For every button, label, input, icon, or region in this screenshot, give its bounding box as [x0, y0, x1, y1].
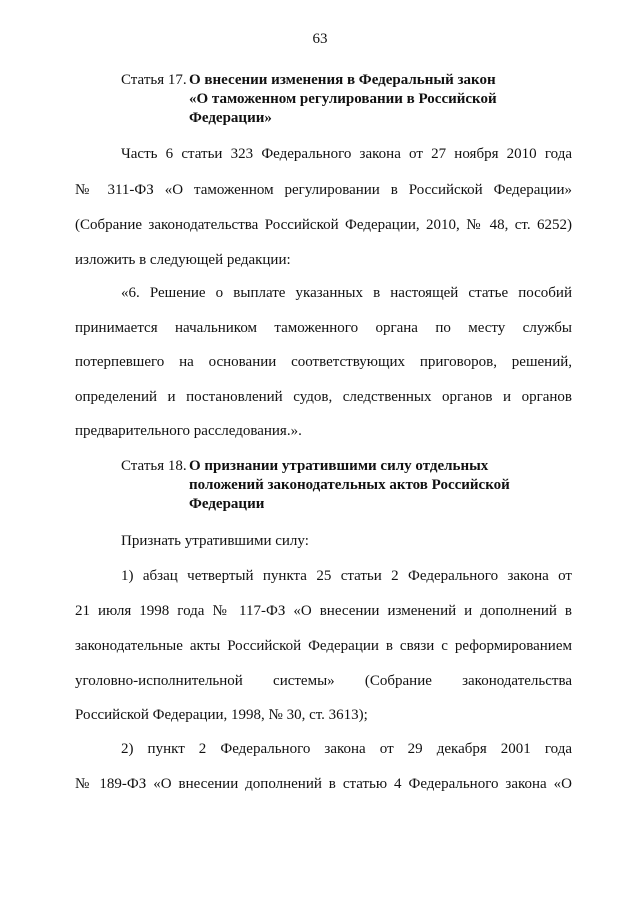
article-17-title-line-3: Федерации»: [189, 110, 272, 126]
article-18-heading: [121, 457, 591, 514]
article-18-item-1-line-4: уголовно-исполнительной системы» (Собрание законодательства: [75, 673, 572, 689]
article-18-title-line-1: О признании утратившими силу отдельных: [189, 458, 489, 474]
article-18-item-1-line-2: 21 июля 1998 года № 117-ФЗ «О внесении изменений и дополнений в: [75, 603, 572, 619]
article-18-item-1-line-5: Российской Федерации, 1998, № 30, ст. 3613);: [75, 707, 368, 723]
article-17-body-line-1: Часть 6 статьи 323 Федерального закона от 27 ноября 2010 года: [121, 146, 572, 162]
article-17-heading: [121, 71, 591, 128]
article-18-item-1-line-3: законодательные акты Российской Федерации в связи с реформированием: [75, 638, 572, 654]
article-18-number: Статья 18.: [121, 458, 187, 474]
page-number: 63: [312, 31, 328, 47]
article-17-quote-line-1: «6. Решение о выплате указанных в настоящей статье пособий: [121, 285, 572, 301]
article-18-item-2-line-1: 2) пункт 2 Федерального закона от 29 декабря 2001 года: [121, 741, 572, 757]
article-18-intro: Признать утратившими силу:: [121, 533, 309, 549]
article-17-title-line-2: «О таможенном регулировании в Российской: [189, 91, 497, 107]
article-17-title-line-1: О внесении изменения в Федеральный закон: [189, 72, 496, 88]
article-17-quote-line-2: принимается начальником таможенного органа по месту службы: [75, 320, 572, 336]
article-17-body-line-4: изложить в следующей редакции:: [75, 252, 291, 268]
article-18-item-2-line-2: № 189-ФЗ «О внесении дополнений в статью 4 Федерального закона «О: [75, 776, 572, 792]
article-17-body-line-2: № 311-ФЗ «О таможенном регулировании в Российской Федерации»: [75, 182, 572, 198]
article-18-item-1-line-1: 1) абзац четвертый пункта 25 статьи 2 Федерального закона от: [121, 568, 572, 584]
article-18-title-line-3: Федерации: [189, 496, 265, 512]
article-17-quote-line-4: определений и постановлений судов, следственных органов и органов: [75, 389, 572, 405]
article-17-quote-line-3: потерпевшего на основании соответствующих приговоров, решений,: [75, 354, 572, 370]
article-17-body-line-3: (Собрание законодательства Российской Федерации, 2010, № 48, ст. 6252): [75, 217, 572, 233]
article-18-title-line-2: положений законодательных актов Российской: [189, 477, 510, 493]
article-17-number: Статья 17.: [121, 72, 187, 88]
article-17-quote-line-5: предварительного расследования.».: [75, 423, 302, 439]
